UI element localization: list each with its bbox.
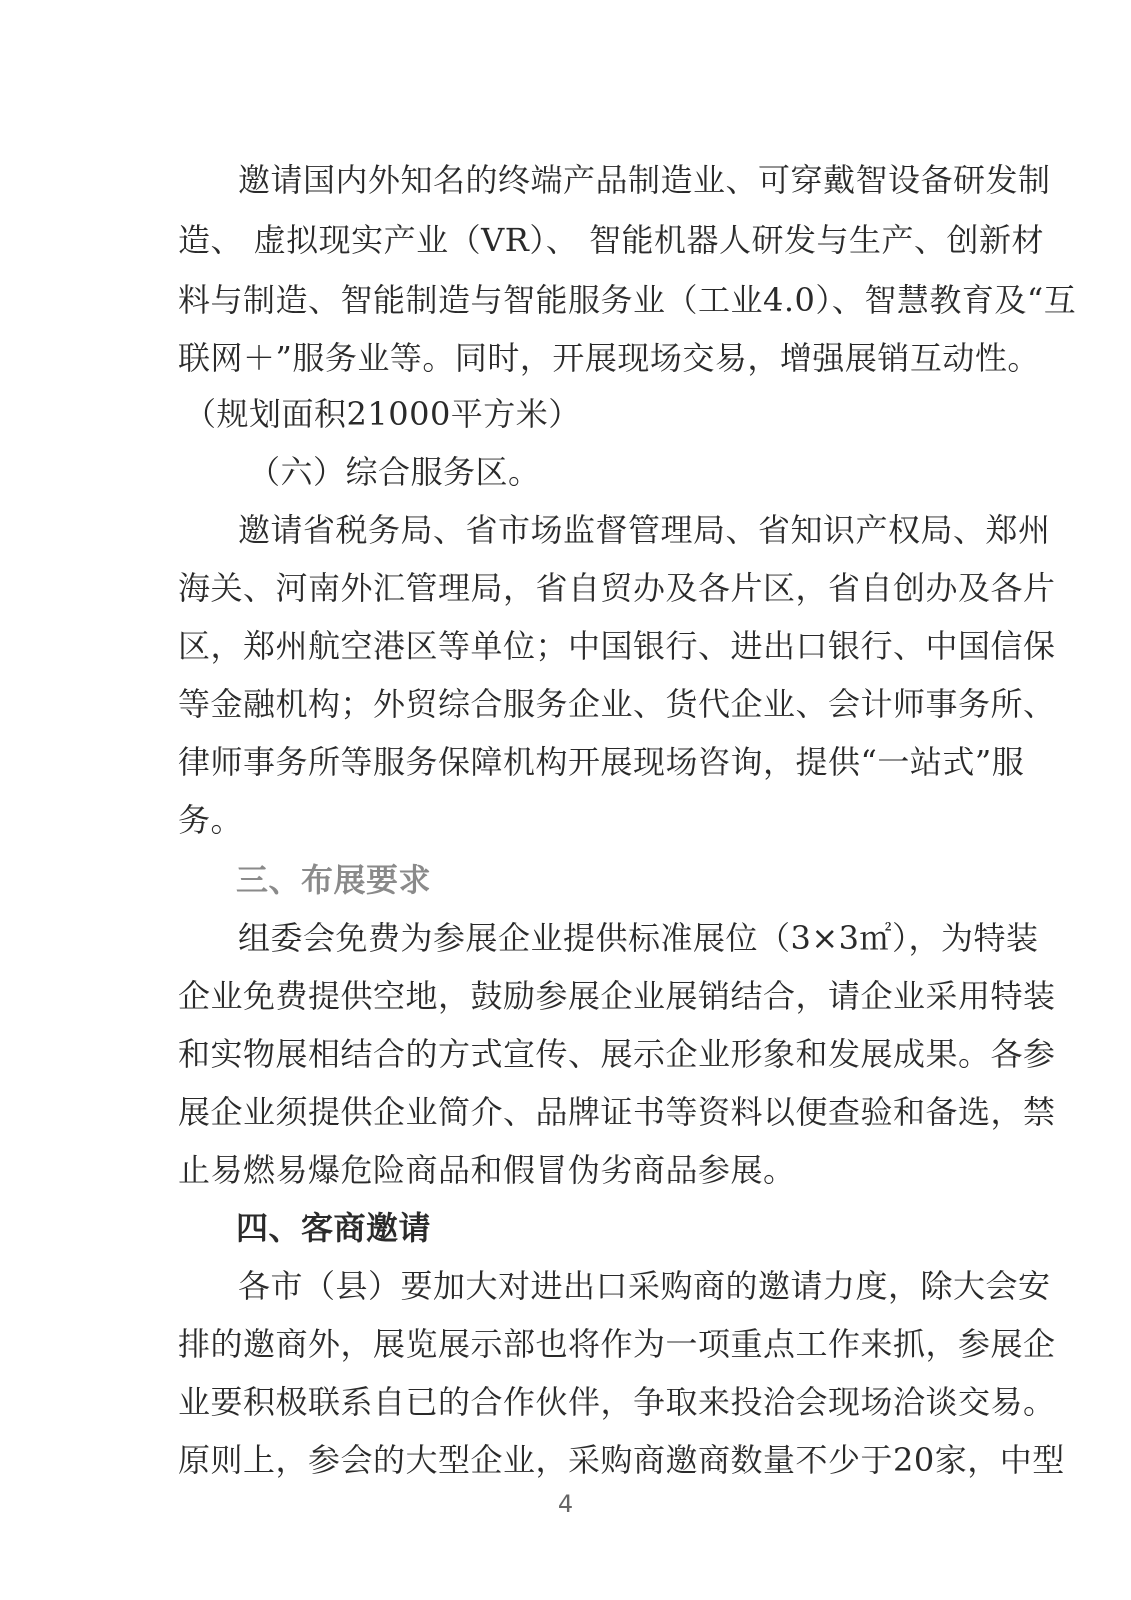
paragraph-3-line-1: 组委会免费为参展企业提供标准展位（3×3㎡），为特装 <box>238 919 1039 957</box>
paragraph-3-line-5: 止易燃易爆危险商品和假冒伪劣商品参展。 <box>178 1151 796 1189</box>
paragraph-2-line-2: 海关、河南外汇管理局，省自贸办及各片区，省自创办及各片 <box>178 569 1056 607</box>
paragraph-2-line-6: 务。 <box>178 801 244 839</box>
paragraph-3-line-4: 展企业须提供企业简介、品牌证书等资料以便查验和备选，禁 <box>178 1093 1056 1131</box>
paragraph-2-line-5: 律师事务所等服务保障机构开展现场咨询，提供“一站式”服 <box>178 743 1025 781</box>
paragraph-1-line-3: 料与制造、智能制造与智能服务业（工业4.0）、智慧教育及“互 <box>178 281 1077 319</box>
page-number: 4 <box>557 1490 574 1518</box>
paragraph-1-line-2: 造、 虚拟现实产业（VR）、 智能机器人研发与生产、创新材 <box>178 221 1045 259</box>
section-6-heading: （六）综合服务区。 <box>248 453 541 491</box>
paragraph-2-line-1: 邀请省税务局、省市场监督管理局、省知识产权局、郑州 <box>238 511 1051 549</box>
paragraph-3-line-2: 企业免费提供空地，鼓励参展企业展销结合，请企业采用特装 <box>178 977 1056 1015</box>
section-3-heading: 三、布展要求 <box>236 861 432 899</box>
paragraph-4-line-2: 排的邀商外，展览展示部也将作为一项重点工作来抓，参展企 <box>178 1325 1056 1363</box>
paragraph-1-line-1: 邀请国内外知名的终端产品制造业、可穿戴智设备研发制 <box>238 161 1051 199</box>
paragraph-1-line-5: （规划面积21000平方米） <box>184 395 581 433</box>
paragraph-4-line-1: 各市（县）要加大对进出口采购商的邀请力度，除大会安 <box>238 1267 1051 1305</box>
section-4-heading: 四、客商邀请 <box>236 1209 432 1247</box>
paragraph-1-line-4: 联网＋”服务业等。同时，开展现场交易，增强展销互动性。 <box>178 339 1040 377</box>
paragraph-2-line-3: 区，郑州航空港区等单位；中国银行、进出口银行、中国信保 <box>178 627 1056 665</box>
paragraph-4-line-4: 原则上，参会的大型企业，采购商邀商数量不少于20家，中型 <box>178 1441 1065 1479</box>
paragraph-3-line-3: 和实物展相结合的方式宣传、展示企业形象和发展成果。各参 <box>178 1035 1056 1073</box>
paragraph-4-line-3: 业要积极联系自已的合作伙伴，争取来投洽会现场洽谈交易。 <box>178 1383 1056 1421</box>
paragraph-2-line-4: 等金融机构；外贸综合服务企业、货代企业、会计师事务所、 <box>178 685 1056 723</box>
